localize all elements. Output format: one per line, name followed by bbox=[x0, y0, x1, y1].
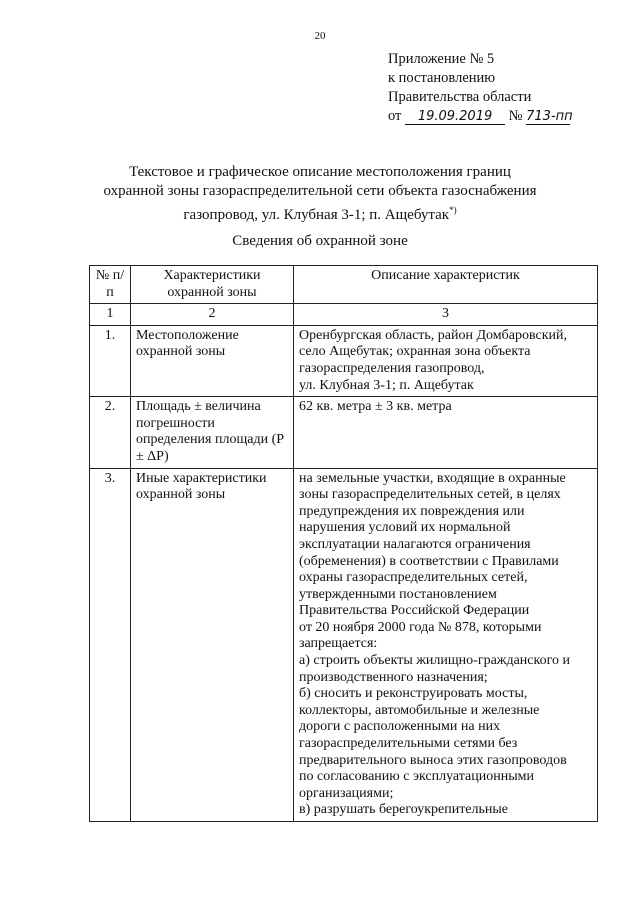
title-line-1: Текстовое и графическое описание местоположения границ bbox=[129, 164, 511, 180]
table-row bbox=[90, 325, 598, 396]
handwritten-date: 19.09.2019 bbox=[405, 109, 505, 125]
description-line: зоны газораспределительных сетей, в целях bbox=[299, 487, 561, 503]
number-label: № bbox=[508, 108, 523, 124]
description-line: организациями; bbox=[299, 785, 394, 801]
description-line: (обременения) в соответствии с Правилами bbox=[299, 553, 559, 569]
description-line: дороги с расположенными на них bbox=[299, 719, 501, 735]
row-characteristic: Местоположение охранной зоны bbox=[131, 325, 294, 396]
description-line: б) сносить и реконструировать мосты, bbox=[299, 686, 528, 702]
description-line: а) строить объекты жилищно-гражданского и bbox=[299, 653, 570, 669]
row-characteristic: Иные характеристики охранной зоны bbox=[131, 468, 294, 821]
description-line: запрещается: bbox=[299, 636, 378, 652]
description-line: от 20 ноября 2000 года № 878, которыми bbox=[299, 619, 542, 635]
appendix-block bbox=[388, 50, 573, 126]
description-line: ул. Клубная 3-1; п. Ащебутак bbox=[299, 377, 474, 393]
handwritten-number: 713-пп bbox=[526, 109, 573, 124]
appendix-line-1: Приложение № 5 bbox=[388, 51, 495, 67]
description-line: производственного назначения; bbox=[299, 669, 488, 685]
page-number: 20 bbox=[314, 30, 326, 42]
description-line: охраны газораспределительных сетей, bbox=[299, 570, 528, 586]
row-description bbox=[294, 397, 598, 468]
description-line: предварительного выноса этих газопроводов bbox=[299, 752, 567, 768]
column-number-3: 3 bbox=[294, 304, 598, 326]
description-line: село Ащебутак; охранная зона объекта bbox=[299, 344, 531, 360]
table-row bbox=[90, 468, 598, 821]
description-line: на земельные участки, входящие в охранные bbox=[299, 470, 566, 486]
row-number: 3. bbox=[90, 468, 131, 821]
title-line-2: охранной зоны газораспределительной сети объекта газоснабжения bbox=[103, 183, 537, 199]
description-line: в) разрушать берегоукрепительные bbox=[299, 802, 509, 818]
header-number: № п/п bbox=[90, 266, 131, 304]
description-line: Правительства Российской Федерации bbox=[299, 603, 530, 619]
description-line: по согласованию с эксплуатационными bbox=[299, 769, 534, 785]
description-line: 62 кв. метра ± 3 кв. метра bbox=[299, 399, 452, 415]
row-description bbox=[294, 325, 598, 396]
description-line: газораспределения газопровод, bbox=[299, 360, 485, 376]
footnote-mark: *) bbox=[449, 205, 457, 215]
description-line: предупреждения их повреждения или bbox=[299, 503, 525, 519]
description-line: утвержденными постановлением bbox=[299, 586, 497, 602]
description-line: газораспределительными сетями без bbox=[299, 736, 518, 752]
column-number-2: 2 bbox=[131, 304, 294, 326]
title-line-3 bbox=[80, 201, 560, 225]
table-column-numbers-row bbox=[90, 304, 598, 326]
title-line-3-text: газопровод, ул. Клубная 3-1; п. Ащебутак bbox=[183, 207, 450, 223]
header-characteristics: Характеристики охранной зоны bbox=[131, 266, 294, 304]
description-line: Оренбургская область, район Домбаровский, bbox=[299, 327, 568, 343]
section-title: Сведения об охранной зоне bbox=[232, 233, 408, 249]
table-row bbox=[90, 397, 598, 468]
description-line: нарушения условий их нормальной bbox=[299, 520, 511, 536]
appendix-date-line bbox=[388, 107, 573, 126]
appendix-line-3: Правительства области bbox=[388, 89, 532, 105]
document-title bbox=[80, 163, 560, 225]
header-description: Описание характеристик bbox=[294, 266, 598, 304]
row-number: 2. bbox=[90, 397, 131, 468]
from-label: от bbox=[388, 108, 402, 124]
description-line: эксплуатации налагаются ограничения bbox=[299, 536, 531, 552]
description-line: коллекторы, автомобильные и железные bbox=[299, 702, 540, 718]
appendix-line-2: к постановлению bbox=[388, 70, 496, 86]
protection-zone-table bbox=[89, 265, 598, 822]
row-description bbox=[294, 468, 598, 821]
table-header-row bbox=[90, 266, 598, 304]
row-number: 1. bbox=[90, 325, 131, 396]
column-number-1: 1 bbox=[90, 304, 131, 326]
row-characteristic: Площадь ± величина погрешности определения площади (P ± ΔP) bbox=[131, 397, 294, 468]
